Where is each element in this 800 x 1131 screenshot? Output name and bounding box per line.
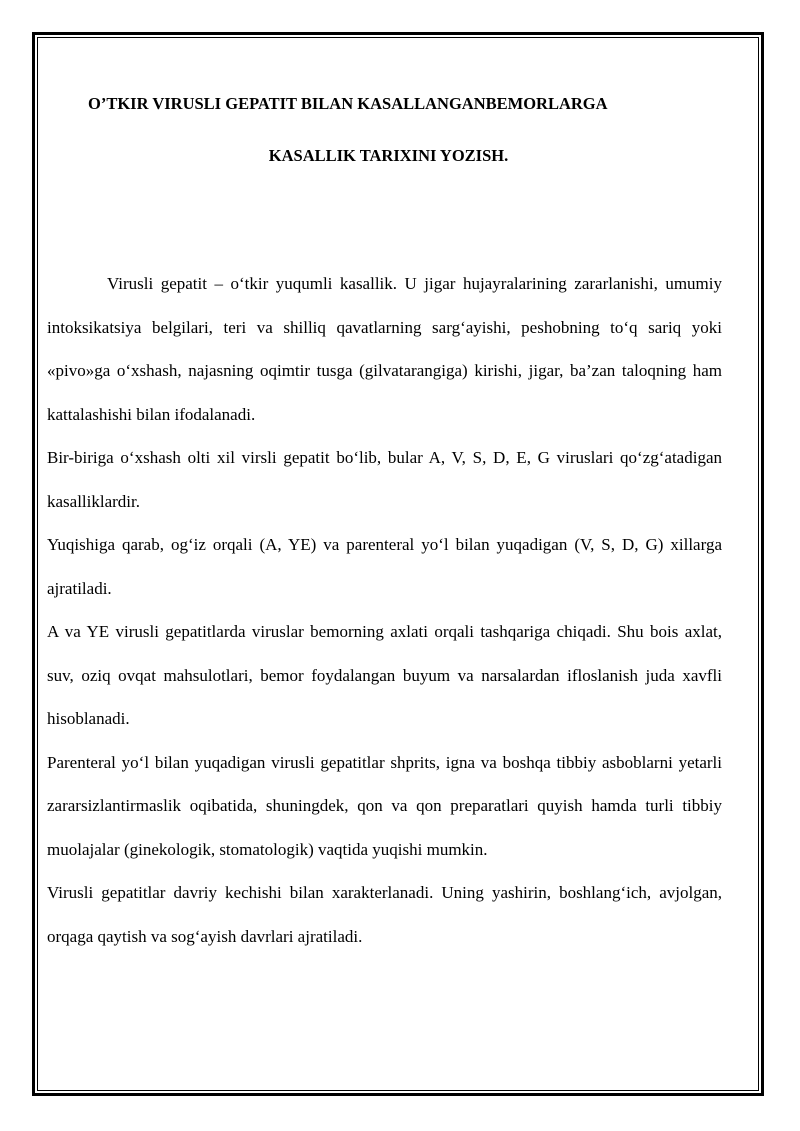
- paragraph-definition: Virusli gepatit – o‘tkir yuqumli kasallik. U jigar hujayralarining zararlanishi, umumiy intoksikatsiya belgilari, teri va shilliq qavatlarning sarg‘ayishi, peshobning to‘q sariq yoki «pivo»ga o‘xshash, najasning oqimtir tusga (gilvatarangiga) kirishi, jigar, ba’zan taloqning ham kattalashishi bilan ifodalanadi.: [47, 274, 722, 424]
- title-line-1: O’TKIR VIRUSLI GEPATIT BILAN KASALLANGANBEMORLARGA: [88, 94, 608, 113]
- document-body: [47, 262, 722, 958]
- title-line-2: KASALLIK TARIXINI YOZISH.: [268, 146, 509, 165]
- paragraph-transmission: Yuqishiga qarab, og‘iz orqali (A, YE) va parenteral yo‘l bilan yuqadigan (V, S, D, G) xillarga ajratiladi.: [47, 535, 722, 598]
- document-title: [47, 96, 722, 164]
- paragraph-fecal-oral: A va YE virusli gepatitlarda viruslar bemorning axlati orqali tashqariga chiqadi. Shu bois axlat, suv, oziq ovqat mahsulotlari, bemor foydalangan buyum va narsalardan ifloslanish juda xavfli hisoblanadi.: [47, 622, 722, 728]
- paragraph-virus-types: Bir-biriga o‘xshash olti xil virsli gepatit bo‘lib, bular A, V, S, D, E, G viruslari qo‘zg‘atadigan kasalliklardir.: [47, 448, 722, 511]
- document-content: [47, 96, 722, 958]
- paragraph-parenteral: Parenteral yo‘l bilan yuqadigan virusli gepatitlar shprits, igna va boshqa tibbiy asboblarni yetarli zararsizlantirmaslik oqibatida, shuningdek, qon va qon preparatlari quyish hamda turli tibbiy muolajalar (ginekologik, stomatologik) vaqtida yuqishi mumkin.: [47, 752, 722, 859]
- paragraph-stages: Virusli gepatitlar davriy kechishi bilan xarakterlanadi. Uning yashirin, boshlang‘ich, avjolgan, orqaga qaytish va sog‘ayish davrlari ajratiladi.: [47, 883, 722, 946]
